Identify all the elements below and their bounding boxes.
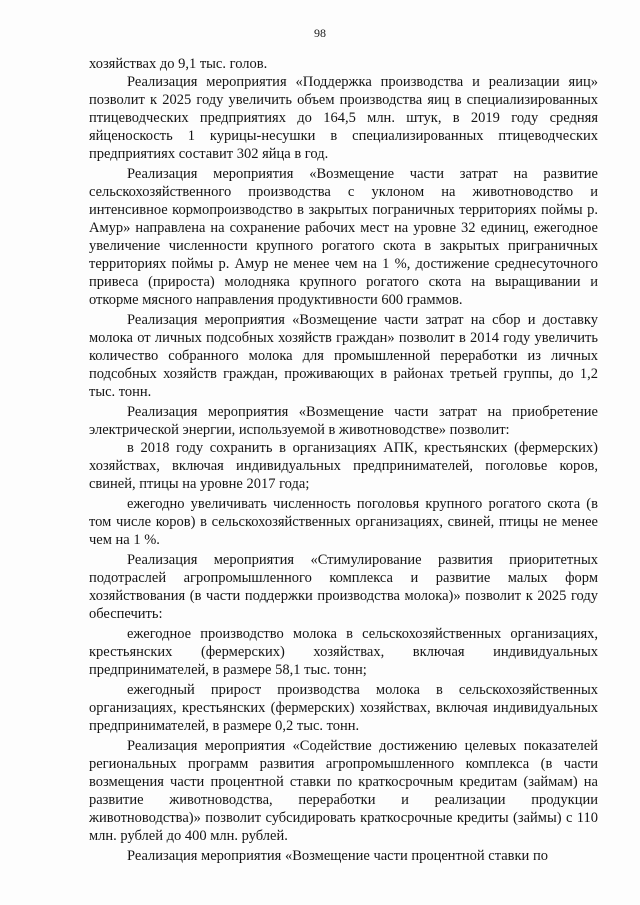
paragraph-milk-growth: ежегодный прирост производства молока в сельскохозяйственных организациях, крестьянских (фермерских) хозяйствах, включая индивидуальных предпринимателей, в размере 0,2 тыс. тонн. (89, 682, 598, 734)
page-number: 98 (314, 26, 326, 40)
paragraph-continuation: хозяйствах до 9,1 тыс. голов. (89, 56, 268, 72)
paragraph-egg-production: Реализация мероприятия «Поддержка производства и реализации яиц» позволит к 2025 году увеличить объем производства яиц в специализированных птицеводческих предприятиях до 164,5 млн. штук, в 2019 году средняя яйценоскость 1 курицы-несушки в специализированных птицеводческих предприятиях составит 302 яйца в год. (89, 74, 598, 162)
paragraph-electricity-2018: в 2018 году сохранить в организациях АПК, крестьянских (фермерских) хозяйствах, включая индивидуальных предпринимателей, поголовье коров, свиней, птицы на уровне 2017 года; (89, 440, 598, 492)
document-body (89, 55, 598, 865)
paragraph-milk-collection: Реализация мероприятия «Возмещение части затрат на сбор и доставку молока от личных подсобных хозяйств граждан» позволит в 2014 году увеличить количество собранного молока для промышленной переработки из личных подсобных хозяйств граждан, проживающих в районах третьей группы, до 1,2 тыс. тонн. (89, 312, 598, 400)
paragraph-electricity-intro: Реализация мероприятия «Возмещение части затрат на приобретение электрической энергии, используемой в животноводстве» позволит: (89, 404, 598, 438)
paragraph-interest-rate: Реализация мероприятия «Возмещение части процентной ставки по (127, 848, 548, 864)
paragraph-amur-livestock: Реализация мероприятия «Возмещение части затрат на развитие сельскохозяйственного производства с уклоном на животноводство и интенсивное кормопроизводство в закрытых пограничных территориях поймы р. Амур» направлена на сохранение рабочих мест на уровне 32 единиц, ежегодное увеличение численности крупного рогатого скота в закрытых приграничных территориях поймы р. Амур не менее чем на 1 %, достижение среднесуточного привеса (прироста) молодняка крупного рогатого скота на выращивании и откорме мясного направления продуктивности 600 граммов. (89, 166, 598, 308)
paragraph-electricity-annual: ежегодно увеличивать численность поголовья крупного рогатого скота (в том числе коров) в сельскохозяйственных организациях, свиней, птицы не менее чем на 1 %. (89, 496, 598, 548)
paragraph-credit-subsidy: Реализация мероприятия «Содействие достижению целевых показателей региональных программ развития агропромышленного комплекса (в части возмещения части процентной ставки по краткосрочным кредитам (займам) на развитие животноводства, переработки и реализации продукции животноводства)» позволит субсидировать краткосрочные кредиты (займы) с 110 млн. рублей до 400 млн. рублей. (89, 738, 598, 844)
paragraph-milk-production: ежегодное производство молока в сельскохозяйственных организациях, крестьянских (фермерских) хозяйствах, включая индивидуальных предпринимателей, в размере 58,1 тыс. тонн; (89, 626, 598, 678)
paragraph-priority-subsectors: Реализация мероприятия «Стимулирование развития приоритетных подотраслей агропромышленного комплекса и развитие малых форм хозяйствования (в части поддержки производства молока)» позволит к 2025 году обеспечить: (89, 552, 598, 622)
